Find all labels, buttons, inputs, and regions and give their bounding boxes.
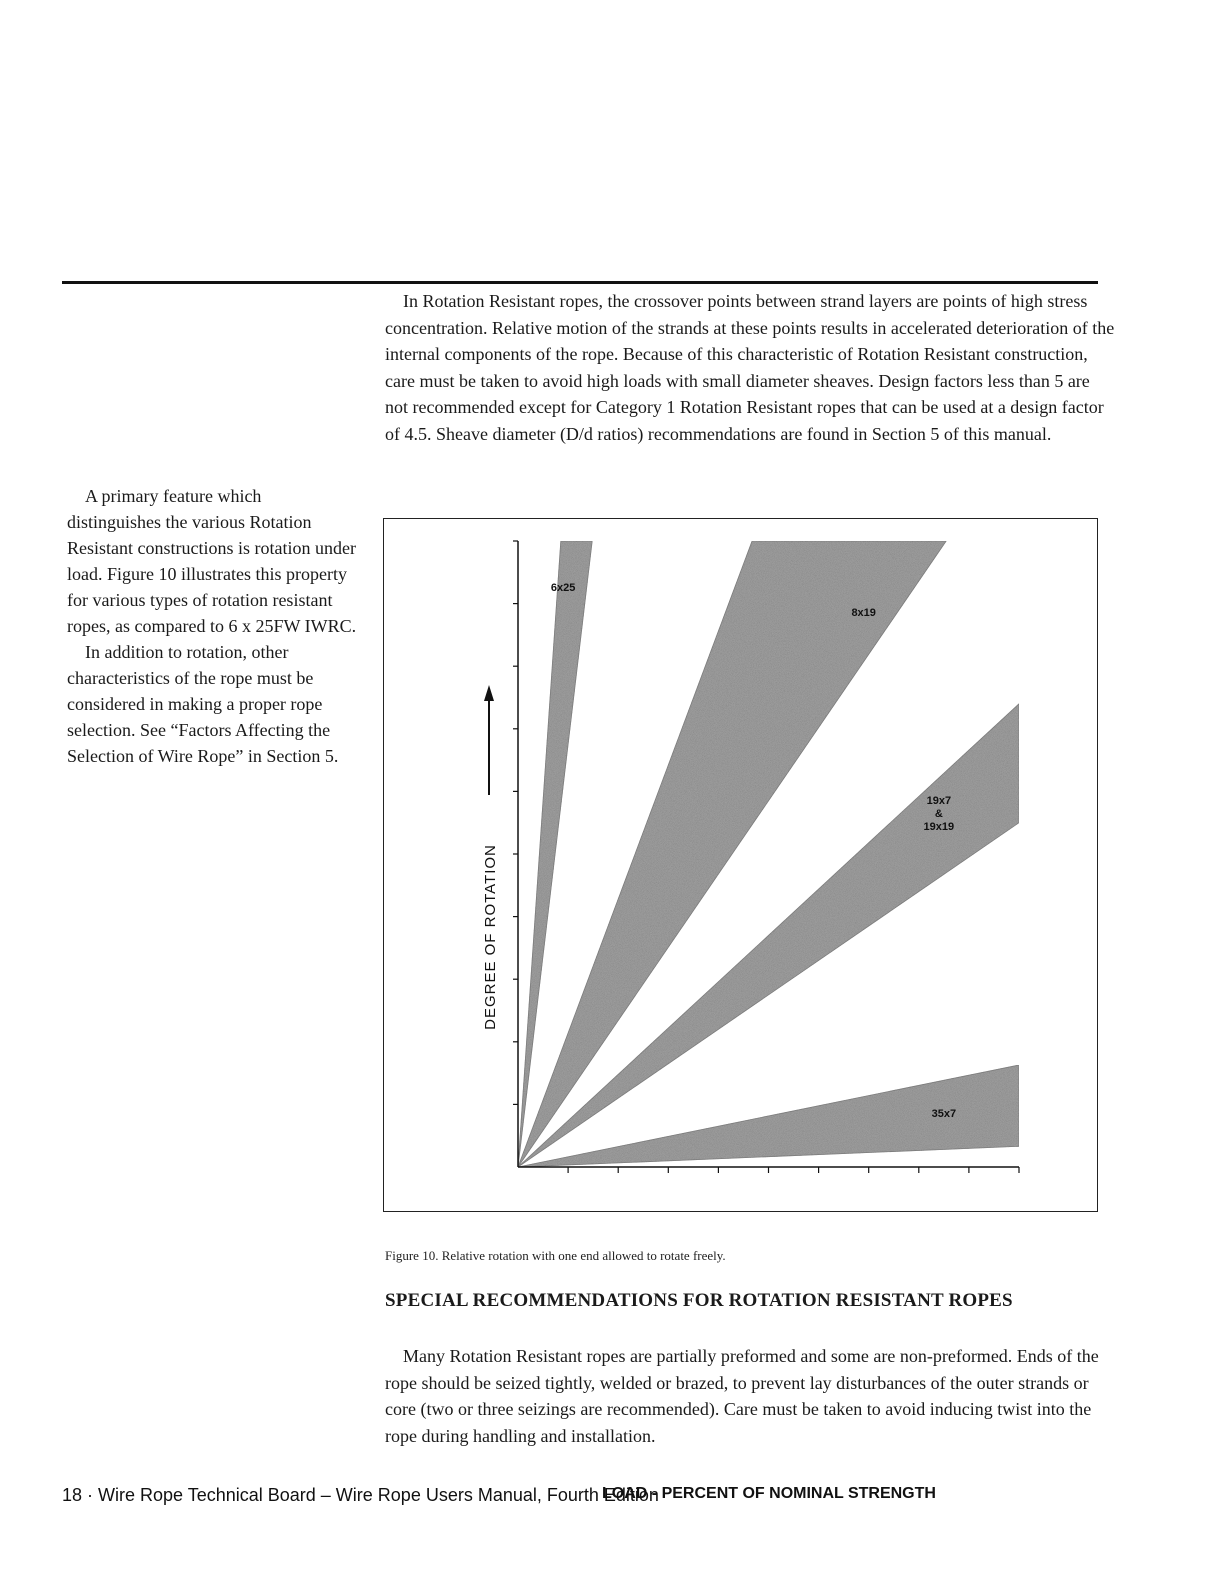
section-heading: SPECIAL RECOMMENDATIONS FOR ROTATION RESISTANT ROPES (385, 1290, 1013, 1311)
y-axis-label: DEGREE OF ROTATION (482, 844, 499, 1030)
top-rule (62, 281, 1098, 284)
band-label-6x25: 6x25 (550, 582, 576, 595)
figure-caption: Figure 10. Relative rotation with one end allowed to rotate freely. (385, 1248, 726, 1263)
band-label-8x19: 8x19 (851, 607, 876, 620)
intro-paragraph: In Rotation Resistant ropes, the crossover points between strand layers are points of high stress concentration. Relative motion of the strands at these points results in accelerated deterioration of the internal components of the rope. Because of this characteristic of Rotation Resistant construction, care must be taken to avoid high loads with small diameter sheaves. Design factors less than 5 are not recommended except for Category 1 Rotation Resistant ropes that can be used at a design factor of 4.5. Sheave diameter (D/d ratios) recommendations are found in Section 5 of this manual. (385, 291, 1115, 444)
y-axis-arrow (484, 685, 494, 795)
sidebar-text (67, 483, 357, 769)
section-body: Many Rotation Resistant ropes are partially preformed and some are non-preformed. Ends of the rope should be seized tightly, welded or brazed, to prevent lay disturbances of the outer strands or core (two or three seizings are recommended). Care must be taken to avoid inducing twist into the rope during handling and installation. (385, 1346, 1099, 1446)
sidebar-paragraph-1: A primary feature which distinguishes the various Rotation Resistant constructions is rotation under load. Figure 10 illustrates this property for various types of rotation resistant ropes, as compared to 6 x 25FW IWRC. (67, 486, 357, 636)
band-label-35x7: 35x7 (931, 1107, 957, 1120)
x-axis-label: LOAD - PERCENT OF NOMINAL STRENGTH (602, 1485, 936, 1502)
band-label-19x7-19x19: 19x7 & 19x19 (923, 794, 955, 833)
page-footer: 18 · Wire Rope Technical Board – Wire Rope Users Manual, Fourth Edition (62, 1485, 659, 1505)
sidebar-paragraph-2: In addition to rotation, other characteristics of the rope must be considered in making a proper rope selection. See “Factors Affecting the Selection of Wire Rope” in Section 5. (67, 642, 339, 766)
